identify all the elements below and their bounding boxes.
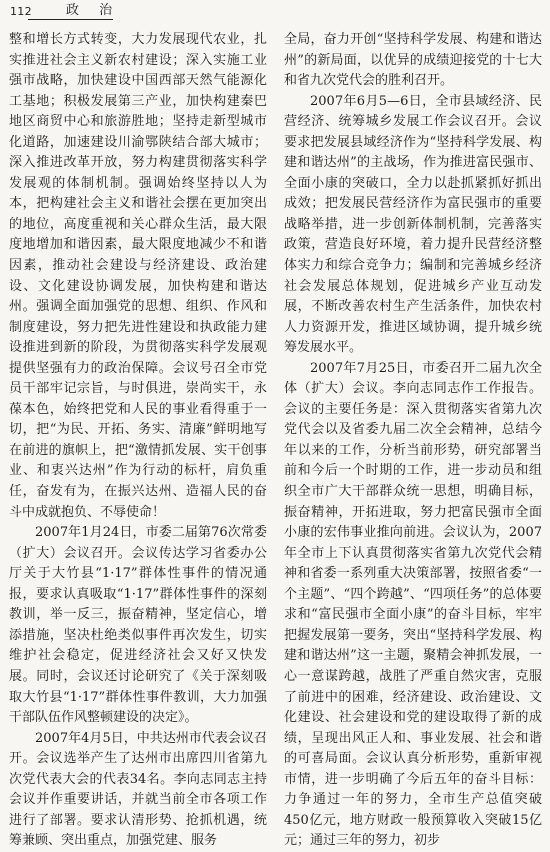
paragraph: 2007年4月5日，中共达州市代表会议召开。会议选举产生了达州市出席四川省第九次党代表大会的代表34名。李向志同志主持会议并作重要讲话，并就当前全市各项工作进行了部署。要求认清形势、抢抓机遇，统筹兼顾、突出重点，加强党建、服务 — [9, 730, 267, 849]
page-number: 112 — [10, 5, 32, 18]
paragraph: 2007年7月25日，市委召开二届九次全体（扩大）会议。李向志同志作工作报告。会议的主要任务是：深入贯彻落实省第九次党代会以及省委九届二次全会精神，总结今年以来的工作，分析当前形势，研究部署当前和今后一个时期的工作，进一步动员和组织全市广大干部群众统一思想，明确目标，振奋精神，开拓进取，努力把富民强市全面小康的宏伟事业推向前进。会议认为，2007年全市上下认真贯彻落实省第九次党代会精神和省委一系列重大决策部署，按照省委“一个主题”、“四个跨越”、“四项任务”的总体要求和“富民强市全面小康”的奋斗目标，牢牢把握发展第一要务，突出“坚持科学发展、构建和谐达州”这一主题，聚精会神抓发展，一心一意谋跨越，战胜了严重自然灾害，克服了前进中的困难，经济建设、政治建设、文化建设、社会建设和党的建设取得了新的成绩，呈现出风正人和、事业发展、社会和谐的可喜局面。会议认真分析形势，重新审视市情，进一步明确了今后五年的奋斗目标：力争通过一年的努力，全市生产总值突破450亿元，地方财政一般预算收入突破15亿元；通过三年的努力，初步 — [284, 360, 542, 849]
section-title: 政 治 — [66, 3, 121, 18]
paragraph: 2007年6月5—6日，全市县域经济、民营经济、统筹城乡发展工作会议召开。会议要求把发展县域经济作为“坚持科学发展、构建和谐达州”的主战场，作为推进富民强市、全面小康的突破口，全力以赴抓紧抓好抓出成效；把发展民营经济作为富民强市的重要战略举措，进一步创新体制机制，完善落实政策，营造良好环境，着力提升民营经济整体实力和综合竞争力；编制和完善城乡经济社会发展总体规划，促进城乡产业互动发展，不断改善农村生产生活条件，加快农村人力资源开发，推进区域协调，提升城乡统筹发展水平。 — [284, 93, 542, 356]
header-rule — [28, 19, 113, 20]
page-header — [8, 3, 542, 23]
paragraph: 全局，奋力开创“坚持科学发展、构建和谐达州”的新局面，以优异的成绩迎接党的十七大和省九次党代会的胜利召开。 — [284, 32, 542, 89]
left-column — [9, 30, 267, 852]
paragraph: 整和增长方式转变，大力发展现代农业，扎实推进社会主义新农村建设；深入实施工业强市战略，加快建设中国西部天然气能源化工基地；积极发展第三产业，加快构建秦巴地区商贸中心和旅游胜地；坚持走新型城市化道路，加速建设川渝鄂陕结合部大城市；深入推进改革开放，努力构建贯彻落实科学发展观的体制机制。强调始终坚持以人为本，把构建社会主义和谐社会摆在更加突出的地位，高度重视和关心群众生活，最大限度地增加和谐因素，最大限度地减少不和谐因素，推动社会建设与经济建设、政治建设、文化建设协调发展，加快构建和谐达州。强调全面加强党的思想、组织、作风和制度建设，努力把先进性建设和执政能力建设推进到新的阶段，为贯彻落实科学发展观提供坚强有力的政治保障。会议号召全市党员干部牢记宗旨，与时俱进，崇尚实干，永葆本色，始终把党和人民的事业看得重于一切，把“为民、开拓、务实、清廉”鲜明地写在前进的旗帜上，把“激情抓发展、实干创事业、和衷兴达州”作为行动的标杆，肩负重任，奋发有为，在振兴达州、造福人民的奋斗中成就抱负、不辱使命！ — [9, 32, 267, 520]
right-column — [284, 30, 542, 852]
paragraph: 2007年1月24日，市委二届第76次常委（扩大）会议召开。会议传达学习省委办公厅关于大竹县“1·17”群体性事件的情况通报，要求认真吸取“1·17”群体性事件的深刻教训，举一反三，振奋精神，坚定信心，增添措施，坚决杜绝类似事件再次发生，切实维护社会稳定，促进经济社会又好又快发展。同时，会议还讨论研究了《关于深刻吸取大竹县“1·17”群体性事件教训，大力加强干部队伍作风整顿建设的决定》。 — [9, 525, 267, 726]
